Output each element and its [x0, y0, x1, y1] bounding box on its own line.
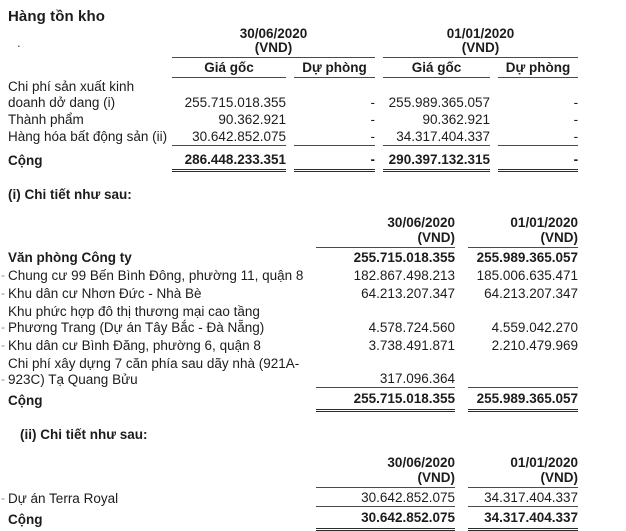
detail-i-table — [1, 214, 578, 413]
col-header-cost: Giá gốc — [172, 58, 286, 78]
total-cost-value: 286.448.233.351 — [172, 145, 286, 170]
row-label: Thành phẩm — [8, 111, 84, 127]
col-date: 01/01/2020 — [510, 455, 578, 470]
scan-artifact-dot: . — [17, 35, 21, 50]
total-value: 255.989.365.057 — [468, 388, 578, 411]
value: 4.559.042.270 — [491, 319, 578, 335]
table-row — [8, 488, 578, 507]
table-row — [8, 284, 578, 302]
inventory-summary-table — [8, 27, 578, 172]
dash-bullet: - — [1, 371, 5, 386]
cost-value: 255.989.365.057 — [388, 94, 491, 110]
col-date: 30/06/2020 — [387, 214, 455, 230]
provision-value: - — [294, 128, 375, 146]
summary-sub-header-row — [8, 58, 578, 78]
inventory-note-page — [1, 8, 580, 531]
value: 30.642.852.075 — [316, 488, 455, 507]
column-header-30-06-2020 — [316, 455, 455, 488]
row-label-text: Chung cư 99 Bến Bình Đông, phường 11, quận 8 — [8, 267, 304, 283]
value: 185.006.635.471 — [476, 267, 578, 283]
summary-group-header-row — [8, 27, 578, 58]
col-unit: (VND) — [540, 470, 578, 485]
row-label-text: Khu dân cư Nhơn Đức - Nhà Bè — [8, 285, 202, 301]
total-provision-value: - — [294, 145, 375, 170]
column-header-01-01-2020 — [468, 455, 578, 488]
total-value: 255.715.018.355 — [316, 388, 455, 411]
total-value: 30.642.852.075 — [316, 507, 455, 530]
column-header-30-06-2020 — [316, 215, 455, 248]
cost-value: 30.642.852.075 — [172, 128, 286, 146]
row-label: Chi phí sản xuất kinh doanh dở dang (i) — [8, 78, 135, 110]
value: 255.715.018.355 — [353, 249, 455, 265]
detail-i-total-row — [8, 388, 578, 411]
row-label-text: Chi phí xây dựng 7 căn phía sau dãy nhà (921A-923C) Tạ Quang Bửu — [8, 355, 300, 387]
provision-value: - — [573, 94, 579, 110]
column-group-01-01-2020 — [383, 27, 578, 58]
cost-value: 90.362.921 — [218, 111, 286, 127]
value: 64.213.207.347 — [484, 285, 578, 301]
value: 317.096.364 — [316, 354, 455, 388]
group-unit: (VND) — [254, 40, 293, 55]
detail-ii-table — [1, 455, 578, 531]
row-label: Văn phòng Công ty — [8, 249, 132, 265]
provision-value: - — [573, 111, 579, 127]
row-label: Hàng hóa bất động sản (ii) — [8, 129, 168, 144]
col-unit: (VND) — [417, 470, 455, 485]
row-label — [1, 266, 316, 284]
detail-i-heading: (i) Chi tiết như sau: — [8, 186, 132, 202]
dash-bullet: - — [1, 267, 5, 282]
summary-total-row — [8, 145, 578, 170]
total-value: 34.317.404.337 — [468, 507, 578, 530]
row-label — [1, 336, 316, 354]
col-unit: (VND) — [417, 229, 455, 245]
dash-bullet: - — [1, 337, 5, 352]
cost-value: 90.362.921 — [422, 111, 491, 127]
cost-value: 255.715.018.355 — [184, 94, 286, 110]
dash-bullet: - — [1, 490, 5, 505]
table-row — [8, 302, 578, 336]
page-title: Hàng tồn kho — [8, 8, 106, 25]
table-row — [8, 354, 578, 388]
table-row — [8, 336, 578, 354]
column-header-01-01-2020 — [468, 215, 578, 248]
col-date: 30/06/2020 — [387, 455, 455, 470]
col-unit: (VND) — [540, 229, 578, 245]
row-label-text: Khu phức hợp đô thị thương mại cao tầng Phương Trang (Dự án Tây Bắc - Đà Nẵng) — [8, 303, 265, 335]
dash-bullet: - — [1, 285, 5, 300]
value: 4.578.724.560 — [368, 319, 455, 335]
col-date: 01/01/2020 — [510, 214, 578, 230]
row-label — [1, 488, 316, 507]
total-label: Cộng — [8, 392, 43, 408]
row-label — [1, 284, 316, 302]
value: 3.738.491.871 — [368, 337, 455, 353]
provision-value: - — [498, 128, 578, 146]
provision-value: - — [370, 111, 376, 127]
value: 34.317.404.337 — [468, 488, 578, 507]
col-header-provision: Dự phòng — [498, 58, 578, 78]
value: 255.989.365.057 — [476, 249, 578, 265]
total-cost-value: 290.397.132.315 — [383, 145, 490, 170]
value: 64.213.207.347 — [361, 285, 455, 301]
row-label — [1, 302, 316, 336]
table-row — [8, 111, 578, 128]
value: 182.867.498.213 — [353, 267, 455, 283]
row-label-text: Dự án Terra Royal — [8, 490, 119, 506]
col-header-provision: Dự phòng — [294, 58, 375, 78]
total-provision-value: - — [498, 145, 578, 170]
table-row — [8, 128, 578, 146]
group-unit: (VND) — [461, 40, 500, 55]
detail-ii-header-row — [8, 455, 578, 488]
group-date: 01/01/2020 — [446, 26, 515, 41]
detail-ii-total-row — [8, 507, 578, 530]
value — [468, 354, 578, 388]
row-label — [1, 354, 316, 388]
cost-value: 34.317.404.337 — [383, 128, 490, 146]
column-group-30-06-2020 — [172, 27, 375, 58]
group-date: 30/06/2020 — [239, 26, 308, 41]
total-label: Cộng — [8, 511, 43, 527]
total-label: Cộng — [8, 153, 43, 168]
table-row — [8, 266, 578, 284]
dash-bullet: - — [1, 319, 5, 334]
provision-value: - — [370, 94, 376, 110]
detail-ii-heading: (ii) Chi tiết như sau: — [20, 427, 148, 442]
row-label-text: Khu dân cư Bình Đăng, phường 6, quận 8 — [8, 337, 261, 353]
detail-i-header-row — [8, 215, 578, 248]
table-row — [8, 247, 578, 266]
table-row — [8, 78, 578, 111]
col-header-cost: Giá gốc — [383, 58, 490, 78]
value: 2.210.479.969 — [491, 337, 578, 353]
